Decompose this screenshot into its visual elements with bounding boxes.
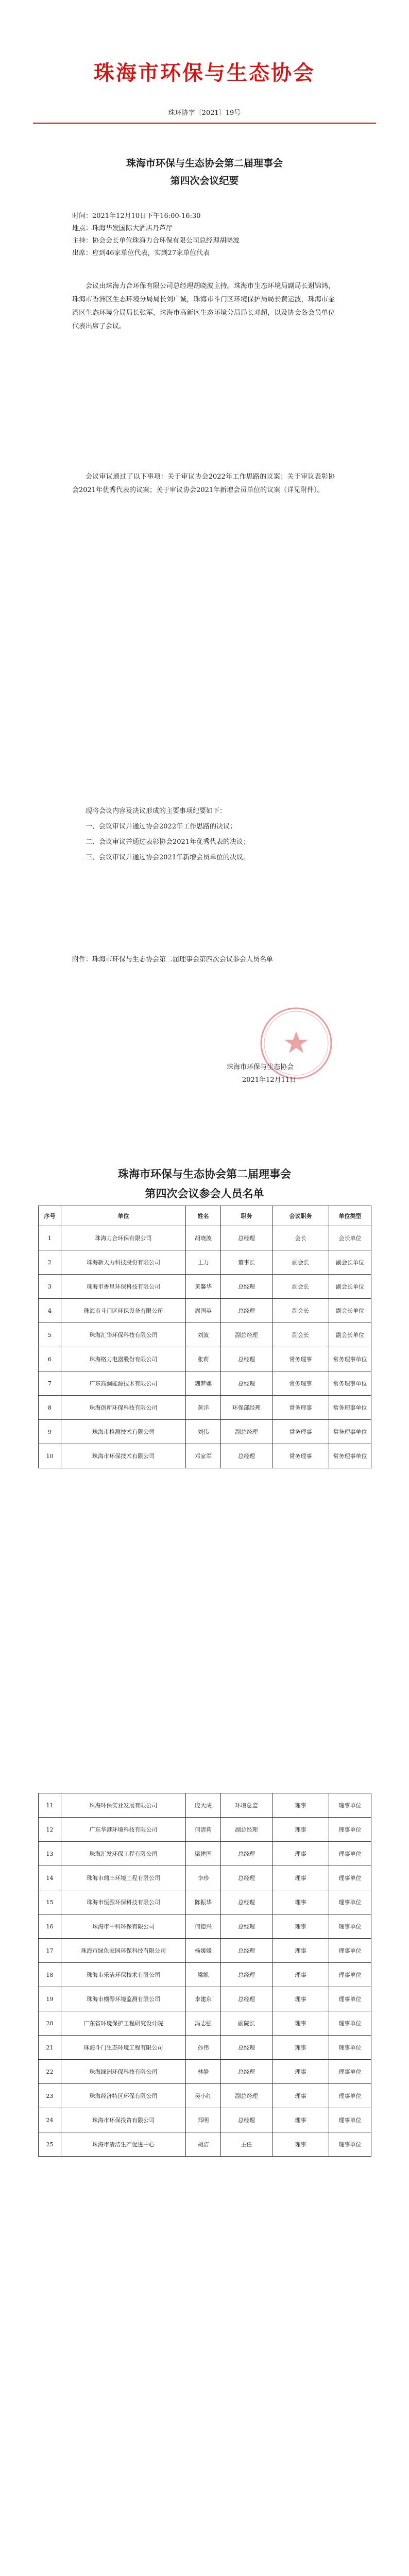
signer-organization: 珠海市环保与生态协会 [227,1063,294,1071]
minutes-title [0,155,409,190]
cell-meeting-role: 理事 [272,2108,329,2132]
cell-unit: 珠海新天力科技股份有限公司 [61,1250,186,1275]
cell-unit-type: 理事单位 [329,1818,371,1842]
table-row [39,1396,371,1420]
cell-unit: 珠海经济特区环保有限公司 [61,2084,186,2108]
meeting-attendance [72,247,345,260]
cell-name: 刘波 [186,1323,221,1347]
cell-unit: 广东省环境保护工程研究设计院 [61,2011,186,2036]
cell-meeting-role: 理事 [272,1939,329,1963]
cell-no: 10 [39,1444,61,1468]
col-header-no: 序号 [39,1206,61,1226]
cell-position: 总经理 [221,1914,272,1939]
cell-unit: 珠海创新环保科技有限公司 [61,1396,186,1420]
cell-unit: 珠海市环保投资有限公司 [61,2108,186,2132]
cell-no: 5 [39,1323,61,1347]
cell-position: 副总经理 [221,1818,272,1842]
table-row [39,1987,371,2011]
cell-meeting-role: 理事 [272,1842,329,1866]
cell-no: 3 [39,1275,61,1299]
cell-no: 9 [39,1420,61,1444]
cell-unit: 珠海市环保技术有限公司 [61,1444,186,1468]
cell-name: 胡洁 [186,2132,221,2157]
cell-no: 11 [39,1793,61,1818]
col-header-position: 职务 [221,1206,272,1226]
table-row [39,1275,371,1299]
cell-no: 20 [39,2011,61,2036]
cell-name: 林静 [186,2060,221,2084]
cell-unit-type: 理事单位 [329,1963,371,1987]
cell-name: 庞大成 [186,1793,221,1818]
cell-unit: 珠海汇华环保科技有限公司 [61,1323,186,1347]
cell-name: 刘伟 [186,1420,221,1444]
cell-name: 黄馨华 [186,1275,221,1299]
cell-position: 总经理 [221,1963,272,1987]
roster-table-part-1 [38,1206,371,1468]
host-value: 协会会长单位珠海力合环保有限公司总经理胡晓波 [92,237,240,245]
cell-unit: 珠海市检测技术有限公司 [61,1420,186,1444]
cell-meeting-role: 常务理事 [272,1420,329,1444]
cell-no: 16 [39,1914,61,1939]
table-row [39,1347,371,1371]
cell-meeting-role: 理事 [272,1866,329,1890]
col-header-name: 姓名 [186,1206,221,1226]
cell-unit: 珠海环保实业发展有限公司 [61,1793,186,1818]
cell-position: 总经理 [221,1939,272,1963]
cell-no: 12 [39,1818,61,1842]
cell-no: 24 [39,2108,61,2132]
time-value: 2021年12月10日下午16:00-16:30 [92,212,201,220]
resolution-list [72,804,340,866]
cell-position: 主任 [221,2132,272,2157]
cell-position: 总经理 [221,2036,272,2060]
cell-position: 环境总监 [221,1793,272,1818]
cell-unit: 珠海市斗门区环保设备有限公司 [61,1299,186,1323]
minutes-paragraph-1: 会议由珠海力合环保有限公司总经理胡晓波主持。珠海市生态环境局副局长谢锦鸿，珠海市香洲区生态环境分局局长刘广诚，珠海市斗门区环境保护局局长黄运波，珠海市金湾区生态环境分局局长张军，珠海市高新区生态环境分局局长邓超，以及协会各会员单位代表出席了会议。 [72,282,335,330]
cell-name: 吴小红 [186,2084,221,2108]
cell-meeting-role: 理事 [272,2036,329,2060]
table-row [39,2108,371,2132]
cell-position: 总经理 [221,1347,272,1371]
cell-no: 14 [39,1866,61,1890]
cell-meeting-role: 理事 [272,1793,329,1818]
col-header-unit-type: 单位类型 [329,1206,371,1226]
cell-meeting-role: 副会长 [272,1299,329,1323]
roster-title-line-1: 珠海市环保与生态协会第二届理事会 [118,1167,291,1180]
cell-meeting-role: 理事 [272,1987,329,2011]
cell-name: 孙伟 [186,2036,221,2060]
cell-unit: 珠海市恒源环保科技有限公司 [61,1890,186,1914]
attachment-text: 珠海市环保与生态协会第二届理事会第四次会议参会人员名单 [92,956,274,963]
table-row [39,1371,371,1396]
cell-unit: 珠海市绿色家园环保科技有限公司 [61,1939,186,1963]
resolution-item: 三、会议审议并通过协会2021年新增会员单位的决议。 [86,854,250,861]
cell-unit: 珠海市香星环保科技有限公司 [61,1275,186,1299]
cell-position: 总经理 [221,1890,272,1914]
cell-name: 冯志强 [186,2011,221,2036]
cell-no: 19 [39,1987,61,2011]
minutes-title-line-2: 第四次会议纪要 [170,175,239,187]
resolution-item: 一、会议审议并通过协会2022年工作思路的决议； [86,823,237,831]
cell-position: 环保部经理 [221,1396,272,1420]
cell-meeting-role: 常务理事 [272,1444,329,1468]
minutes-title-line-1: 珠海市环保与生态协会第二届理事会 [126,158,283,169]
cell-unit-type: 副会长单位 [329,1323,371,1347]
cell-unit-type: 理事单位 [329,1939,371,1963]
cell-meeting-role: 理事 [272,2132,329,2157]
table-row [39,1323,371,1347]
signer-date: 2021年12月11日 [242,1076,297,1084]
cell-position: 总经理 [221,1226,272,1250]
cell-unit-type: 会长单位 [329,1226,371,1250]
cell-no: 22 [39,2060,61,2084]
cell-no: 7 [39,1371,61,1396]
cell-meeting-role: 常务理事 [272,1347,329,1371]
cell-name: 陈振华 [186,1890,221,1914]
resolution-item: 二、会议审议并通过表彰协会2021年优秀代表的决议； [86,838,250,846]
table-row [39,1866,371,1890]
cell-unit: 广东华港环境科技有限公司 [61,1818,186,1842]
cell-unit-type: 理事单位 [329,1890,371,1914]
cell-name: 邓家军 [186,1444,221,1468]
roster-header-row [39,1206,371,1226]
cell-name: 周国英 [186,1299,221,1323]
cell-position: 总经理 [221,2060,272,2084]
cell-unit-type: 常务理事单位 [329,1420,371,1444]
cell-meeting-role: 常务理事 [272,1396,329,1420]
cell-name: 郑明 [186,2108,221,2132]
meeting-time [72,210,345,223]
cell-no: 1 [39,1226,61,1250]
cell-name: 梁建国 [186,1842,221,1866]
cell-unit: 珠海市横琴环境监测有限公司 [61,1987,186,2011]
cell-no: 8 [39,1396,61,1420]
cell-position: 总经理 [221,1842,272,1866]
cell-unit-type: 副会长单位 [329,1250,371,1275]
cell-name: 魏梦娜 [186,1371,221,1396]
cell-unit-type: 理事单位 [329,1866,371,1890]
table-row [39,1890,371,1914]
cell-position: 总经理 [221,2108,272,2132]
cell-unit-type: 理事单位 [329,1914,371,1939]
cell-meeting-role: 常务理事 [272,1371,329,1396]
host-label: 主持： [72,237,93,245]
cell-unit: 珠海市瑞丰环境工程有限公司 [61,1866,186,1890]
cell-meeting-role: 会长 [272,1226,329,1250]
cell-unit: 珠海市乐洁环保技术有限公司 [61,1963,186,1987]
cell-unit-type: 副会长单位 [329,1299,371,1323]
cell-no: 18 [39,1963,61,1987]
cell-position: 副总经理 [221,2084,272,2108]
meeting-meta [72,210,345,260]
minutes-page [0,0,409,1108]
cell-unit: 珠海市清洁生产促进中心 [61,2132,186,2157]
cell-name: 王力 [186,1250,221,1275]
table-row [39,2084,371,2108]
cell-name: 杨媛媛 [186,1939,221,1963]
red-divider [33,123,376,124]
cell-unit-type: 理事单位 [329,1987,371,2011]
cell-meeting-role: 副会长 [272,1275,329,1299]
cell-unit-type: 理事单位 [329,2132,371,2157]
cell-unit: 珠海力合环保有限公司 [61,1226,186,1250]
place-value: 珠海华发国际大酒店丹芦厅 [92,225,173,232]
cell-meeting-role: 理事 [272,2084,329,2108]
roster-title [0,1164,409,1204]
cell-name: 张莉 [186,1347,221,1371]
meeting-host [72,235,345,247]
attachment-note [72,953,340,967]
cell-unit-type: 副会长单位 [329,1275,371,1299]
cell-name: 梁凯 [186,1963,221,1987]
cell-position: 总经理 [221,1299,272,1323]
col-header-unit: 单位 [61,1206,186,1226]
cell-unit: 珠海市中科环保有限公司 [61,1914,186,1939]
cell-unit-type: 理事单位 [329,1793,371,1818]
cell-no: 15 [39,1890,61,1914]
cell-unit: 珠海斗门生态环境工程有限公司 [61,2036,186,2060]
cell-no: 21 [39,2036,61,2060]
table-row [39,2011,371,2036]
table-row [39,1444,371,1468]
cell-name: 李珍 [186,1866,221,1890]
cell-position: 副总经理 [221,1420,272,1444]
cell-unit-type: 理事单位 [329,2011,371,2036]
cell-unit: 广东高澜能源技术有限公司 [61,1371,186,1396]
cell-unit-type: 理事单位 [329,2084,371,2108]
cell-meeting-role: 副会长 [272,1250,329,1275]
table-row [39,2060,371,2084]
roster-title-line-2: 第四次会议参会人员名单 [145,1187,264,1200]
cell-name: 何清莉 [186,1818,221,1842]
cell-no: 4 [39,1299,61,1323]
cell-position: 总经理 [221,1371,272,1396]
place-label: 地点： [72,225,93,232]
cell-no: 25 [39,2132,61,2157]
table-row [39,1420,371,1444]
cell-position: 总经理 [221,1866,272,1890]
cell-position: 董事长 [221,1250,272,1275]
cell-unit-type: 理事单位 [329,2108,371,2132]
cell-meeting-role: 理事 [272,2011,329,2036]
cell-meeting-role: 理事 [272,2060,329,2084]
cell-name: 黄洋 [186,1396,221,1420]
cell-unit: 珠海绿洲环保科技有限公司 [61,2060,186,2084]
cell-meeting-role: 理事 [272,1818,329,1842]
cell-name: 胡晓波 [186,1226,221,1250]
document-number: 珠环协字〔2021〕19号 [168,109,241,117]
cell-meeting-role: 理事 [272,1963,329,1987]
cell-no: 2 [39,1250,61,1275]
attend-value: 应到46家单位代表，实到27家单位代表 [92,249,210,257]
table-row [39,2132,371,2157]
table-row [39,1250,371,1275]
cell-position: 总经理 [221,1444,272,1468]
cell-unit-type: 理事单位 [329,2060,371,2084]
table-row [39,1226,371,1250]
attachment-label: 附件： [72,956,93,963]
meeting-place [72,223,345,235]
cell-meeting-role: 理事 [272,1890,329,1914]
table-row [39,1963,371,1987]
table-row [39,1818,371,1842]
cell-unit-type: 理事单位 [329,2036,371,2060]
table-row [39,1793,371,1818]
time-label: 时间： [72,212,93,220]
cell-name: 何德兴 [186,1914,221,1939]
cell-position: 总经理 [221,1275,272,1299]
cell-name: 李建东 [186,1987,221,2011]
cell-position: 总经理 [221,1987,272,2011]
minutes-paragraph-2: 会议审议通过了以下事项：关于审议协会2022年工作思路的议案；关于审议表彰协会2021年优秀代表的议案；关于审议协会2021年新增会员单位的议案（详见附件）。 [72,473,335,494]
table-row [39,1299,371,1323]
org-title: 珠海市环保与生态协会 [94,61,315,85]
cell-no: 17 [39,1939,61,1963]
roster-table-part-2 [38,1793,371,2157]
cell-unit: 珠海汇发环保工程有限公司 [61,1842,186,1866]
cell-position: 副总经理 [221,1323,272,1347]
cell-unit-type: 常务理事单位 [329,1347,371,1371]
cell-position: 副院长 [221,2011,272,2036]
attend-label: 出席： [72,249,93,257]
cell-unit-type: 常务理事单位 [329,1371,371,1396]
table-row [39,1842,371,1866]
cell-unit-type: 常务理事单位 [329,1444,371,1468]
resolutions-intro: 现将会议内容及决议形成的主要事项纪要如下： [86,807,227,815]
cell-no: 13 [39,1842,61,1866]
table-row [39,1914,371,1939]
cell-unit: 珠海格力电器股份有限公司 [61,1347,186,1371]
cell-unit-type: 理事单位 [329,1842,371,1866]
cell-no: 23 [39,2084,61,2108]
cell-unit-type: 常务理事单位 [329,1396,371,1420]
cell-no: 6 [39,1347,61,1371]
table-row [39,1939,371,1963]
table-row [39,2036,371,2060]
cell-meeting-role: 副会长 [272,1323,329,1347]
col-header-meeting-role: 会议职务 [272,1206,329,1226]
cell-meeting-role: 理事 [272,1914,329,1939]
